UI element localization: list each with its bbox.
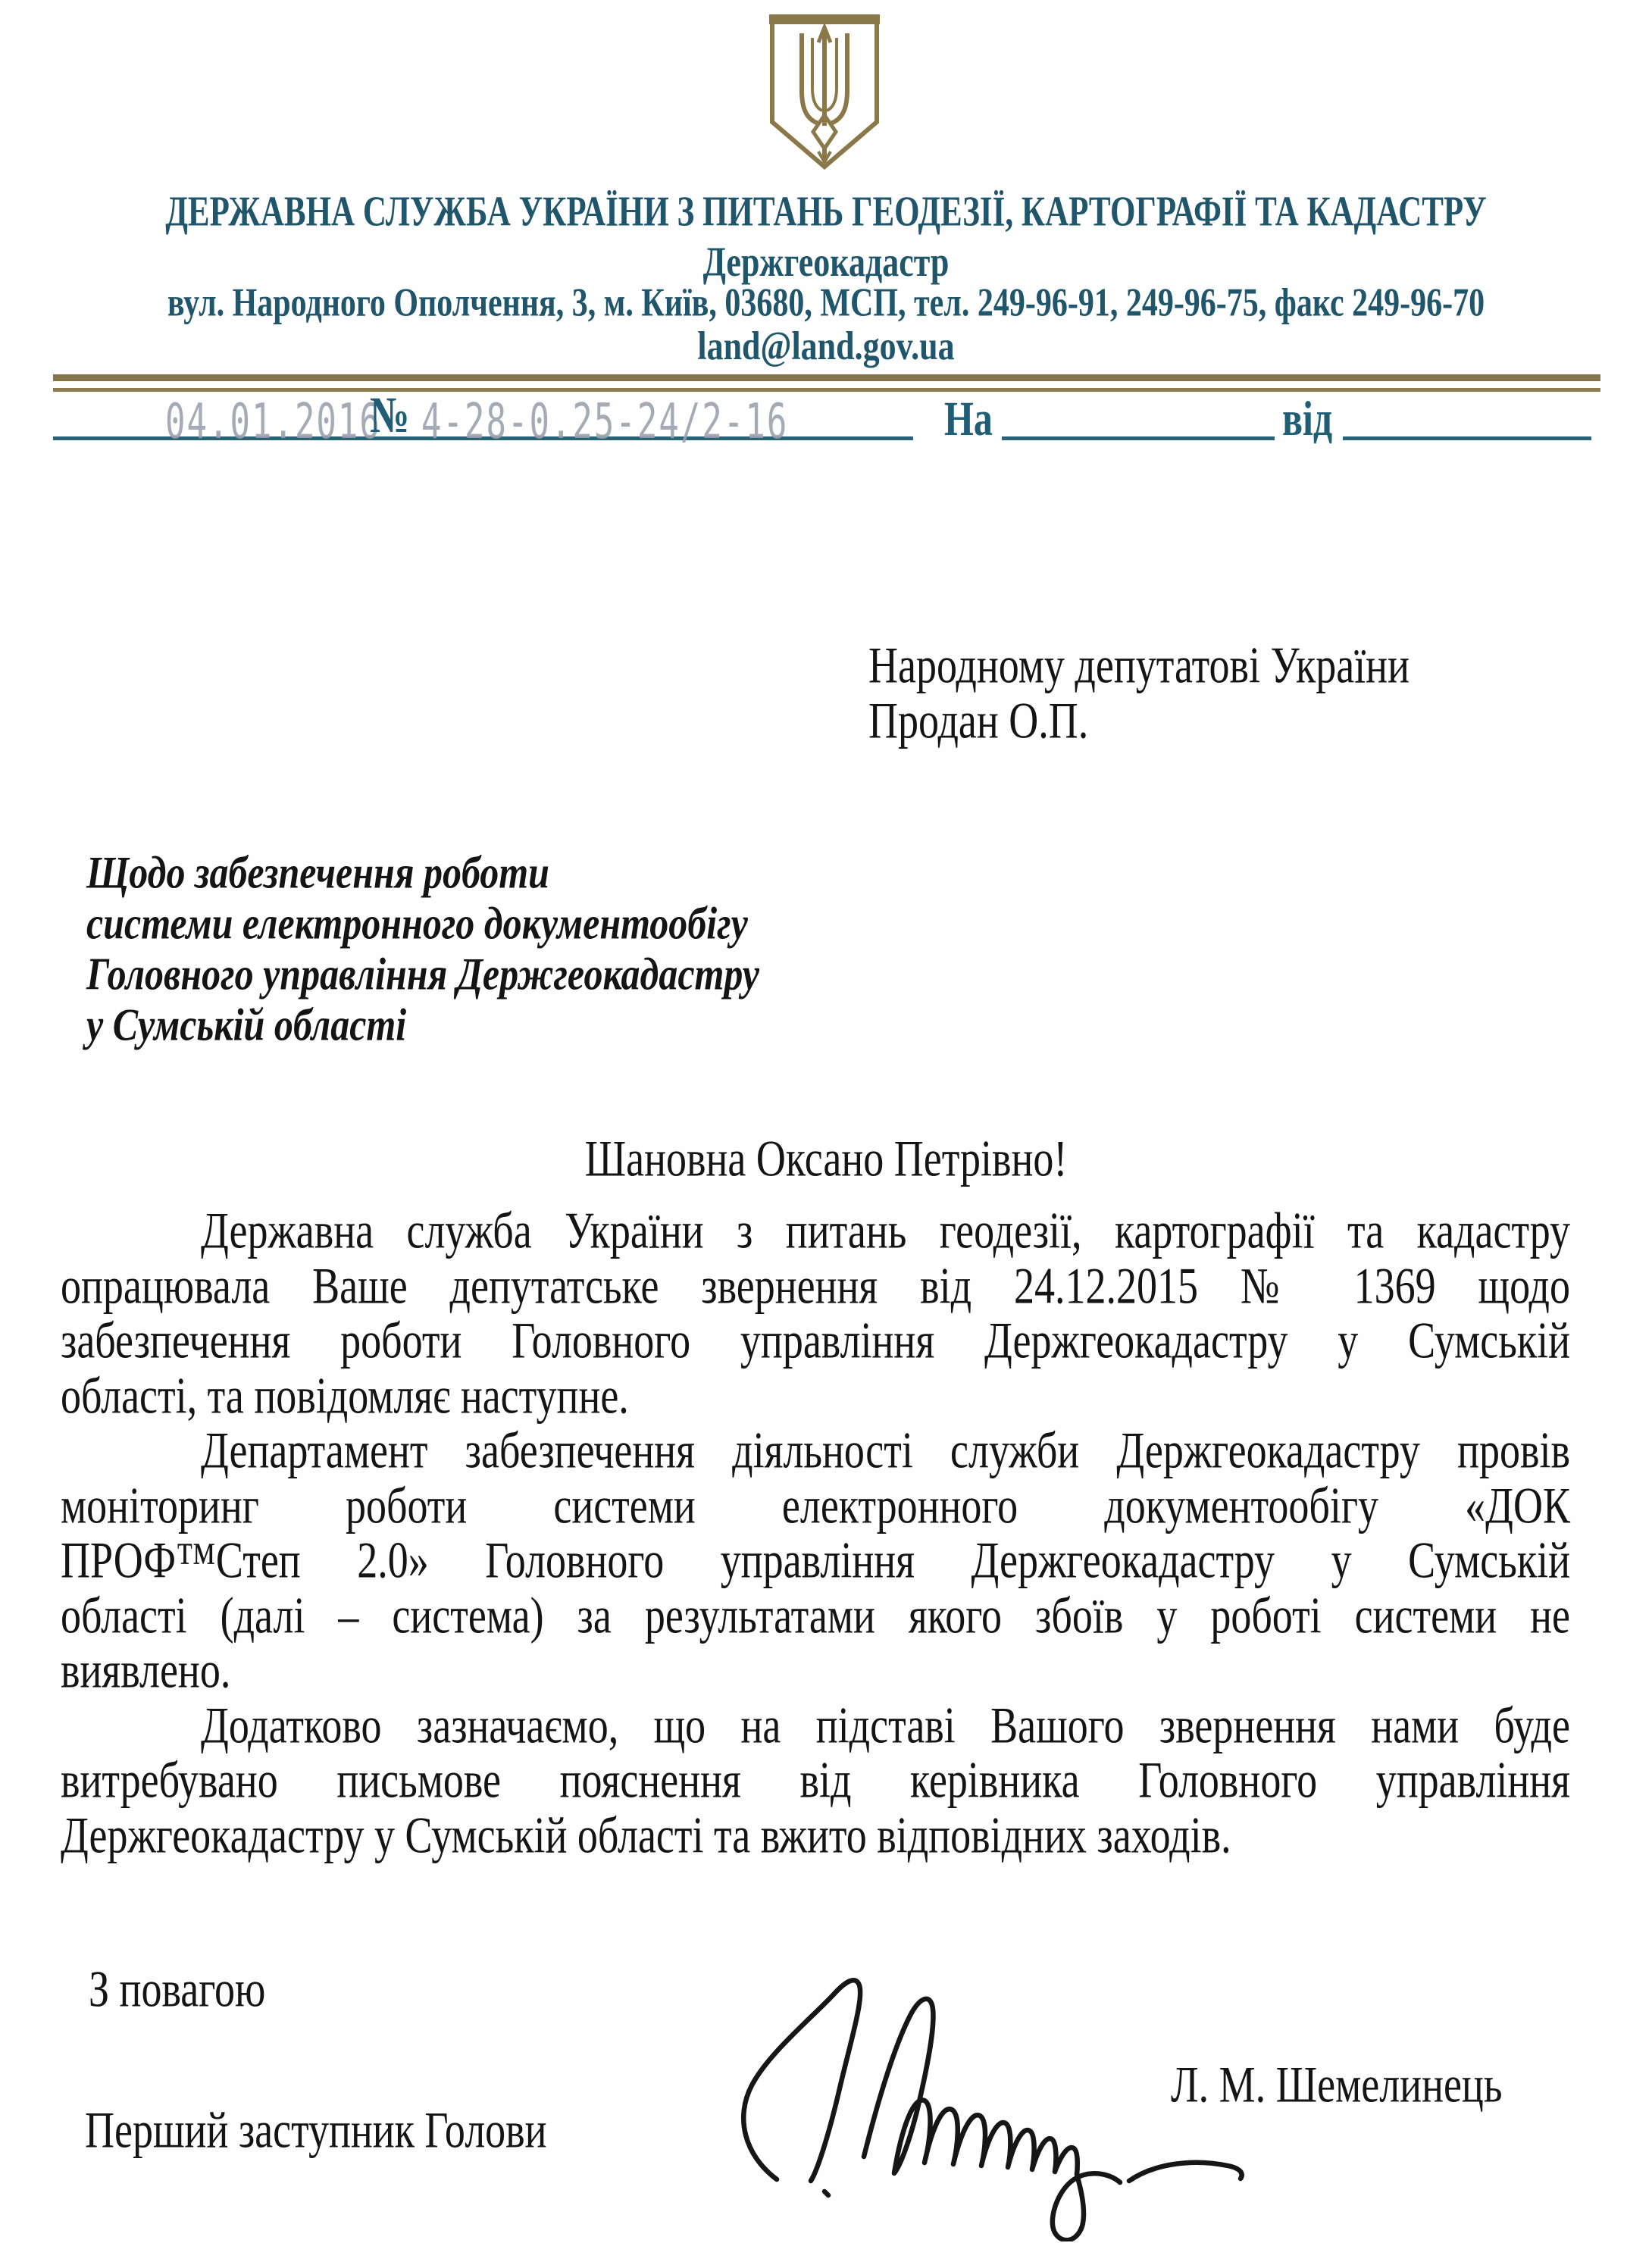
body-line: Департамент забезпечення діяльності служби Держгеокадастру провів <box>201 1422 1570 1479</box>
subject-line: у Сумській області <box>86 999 407 1050</box>
body-paragraphs <box>61 1203 1570 1863</box>
subject-line: Щодо забезпечення роботи <box>86 846 549 898</box>
body-line: Держгеокадастру у Сумській області та вжито відповідних заходів. <box>61 1806 1231 1863</box>
body-line: ПРОФ™Степ 2.0» Головного управління Держгеокадастру у Сумській <box>61 1531 1570 1589</box>
body-line: витребувано письмове пояснення від керівника Головного управління <box>61 1751 1570 1809</box>
subject-line: системи електронного документообігу <box>86 897 748 949</box>
recipient-line: Продан О.П. <box>868 691 1089 749</box>
subject-line: Головного управління Держгеокадастру <box>86 948 759 999</box>
gold-rule-bottom <box>53 388 1600 392</box>
body-line: моніторинг роботи системи електронного документообігу «ДОК <box>61 1476 1570 1534</box>
org-name: ДЕРЖАВНА СЛУЖБА УКРАЇНИ З ПИТАНЬ ГЕОДЕЗІЇ, КАРТОГРАФІЇ ТА КАДАСТРУ <box>165 189 1487 236</box>
body-line: області (далі – система) за результатами якого збоїв у роботі системи не <box>61 1586 1570 1644</box>
org-short-name: Держгеокадастр <box>702 239 950 286</box>
vid-underline <box>1343 436 1591 440</box>
body-line: виявлено. <box>61 1641 231 1699</box>
gold-rule-top <box>53 374 1600 381</box>
salutation: Шановна Оксано Петрівно! <box>584 1130 1068 1187</box>
na-label: На <box>944 390 993 446</box>
date-stamp: 04.01.2016 <box>165 394 381 450</box>
org-email: land@land.gov.ua <box>697 324 955 368</box>
number-sign-label: № <box>370 387 410 444</box>
body-line: Додатково зазначаємо, що на підставі Вашого звернення нами буде <box>201 1696 1570 1753</box>
na-underline <box>1002 436 1275 440</box>
body-line: Державна служба України з питань геодезії, картографії та кадастру <box>201 1202 1570 1259</box>
recipient-block <box>868 638 1550 748</box>
body-line: забезпечення роботи Головного управління Держгеокадастру у Сумській <box>61 1312 1570 1369</box>
closing-phrase: З повагою <box>89 1960 266 2018</box>
recipient-line: Народному депутатові України <box>868 637 1410 694</box>
vid-label: від <box>1282 390 1333 446</box>
outgoing-number-stamp: 4-28-0.25-24/2-16 <box>421 394 789 450</box>
body-line: опрацювала Ваше депутатське звернення від 24.12.2015 № 1369 щодо <box>61 1256 1570 1314</box>
signer-title: Перший заступник Голови <box>85 2101 547 2159</box>
tryzub-emblem-icon <box>767 12 882 173</box>
org-address: вул. Народного Ополчення, 3, м. Київ, 03680, МСП, тел. 249-96-91, 249-96-75, факс 249-96-70 <box>167 281 1485 325</box>
body-line: області, та повідомляє наступне. <box>61 1366 629 1424</box>
subject-block <box>86 847 996 1050</box>
signer-name: Л. М. Шемелинець <box>1171 2056 1503 2113</box>
